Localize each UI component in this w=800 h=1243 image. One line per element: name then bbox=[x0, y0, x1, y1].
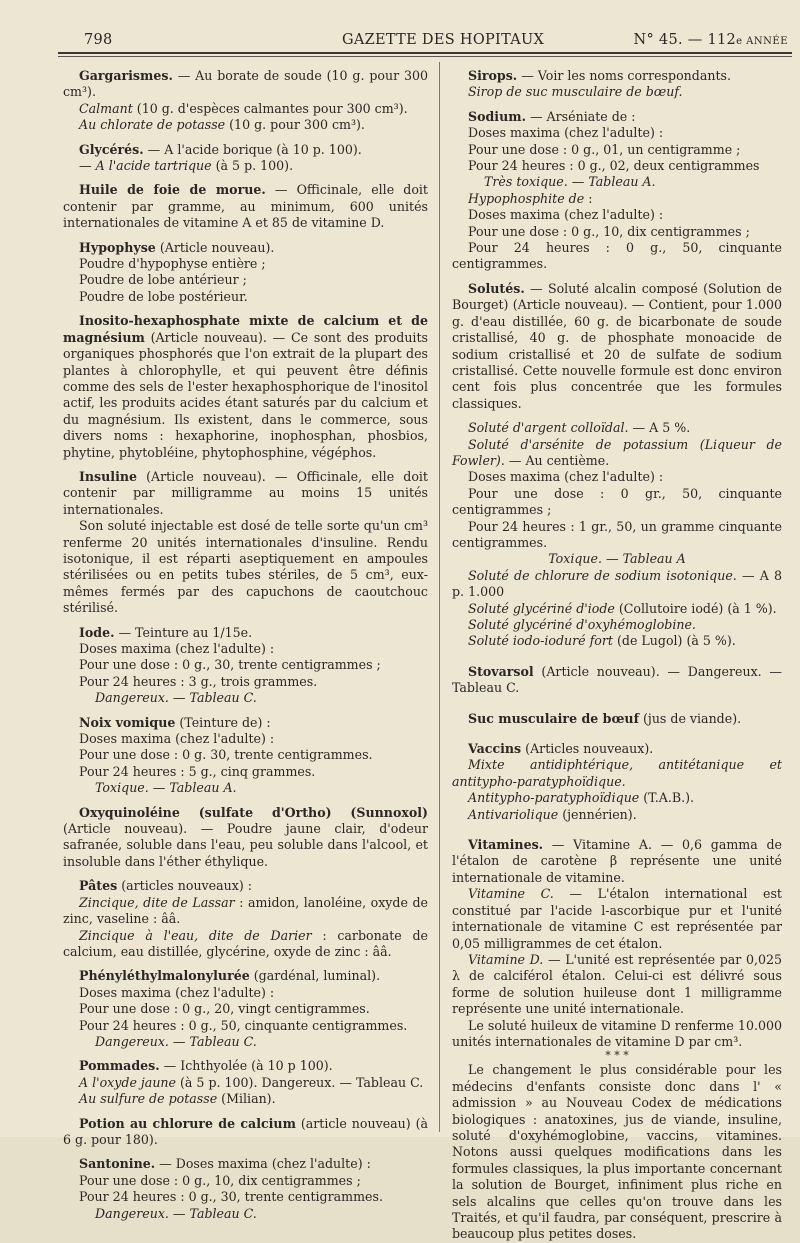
entry-line: Doses maxima (chez l'adulte) : bbox=[79, 984, 275, 1000]
entry-line: Pour une dose : 0 g., 01, un centigramme ; bbox=[468, 141, 741, 157]
entry-hypophosphite: Hypophosphite de : bbox=[468, 190, 593, 206]
entry-pommades: Pommades. — Ichthyolée (à 10 p 100). bbox=[79, 1058, 333, 1074]
entry-sirop-suc: Sirop de suc musculaire de bœuf. bbox=[468, 84, 683, 100]
entry-huile-foie-morue: Huile de foie de morue. — Officinale, elle doit contenir par gramme, au minimum, 600 unités internationales de vitamine A et 85 de vitamine D. bbox=[63, 182, 428, 231]
entry-pates-darier: Zincique à l'eau, dite de Darier : carbonate de calcium, eau distillée, glycérine, oxyde de zinc : ââ. bbox=[63, 927, 428, 959]
entry-iode: Iode. — Teinture au 1/15e. bbox=[79, 624, 253, 640]
entry-vaccin-mixte: Mixte antidiphtérique, antitétanique et antitypho-paratyphoïdique. bbox=[452, 757, 782, 789]
entry-line: Pour 24 heures : 5 g., cinq grammes. bbox=[79, 763, 316, 779]
closing-paragraph: Le changement le plus considérable pour les médecins d'enfants consiste donc dans l' « admission » au Nouveau Codex de médications biologiques : anatoxines, jus de viande, insuline, soluté d'oxyhémoglobine, vaccins, vitamines. Notons aussi quelques modifications dans les formules classiques, la plus importante concernant la solution de Bourget, infiniment plus riche en sels alcalins que celles qu'on trouve dans les Traités, et qu'il faudra, par conséquent, prescrire à beaucoup plus petites doses. bbox=[452, 1062, 782, 1242]
entry-line: Pour 24 heures : 3 g., trois grammes. bbox=[79, 673, 318, 689]
entry-line: Doses maxima (chez l'adulte) : bbox=[468, 207, 664, 223]
entry-line: Poudre de lobe antérieur ; bbox=[79, 272, 247, 288]
entry-line: Doses maxima (chez l'adulte) : bbox=[79, 641, 275, 656]
entry-gargarismes: Gargarismes. — Au borate de soude (10 g. pour 300 cm³). bbox=[63, 68, 428, 100]
entry-santonine: Santonine. — Doses maxima (chez l'adulte) : bbox=[79, 1156, 371, 1172]
entry-sirops: Sirops. — Voir les noms correspondants. bbox=[468, 68, 731, 83]
entry-suc-musculaire: Suc musculaire de bœuf (jus de viande). bbox=[468, 710, 742, 726]
entry-gargarismes-calmant: Calmant (10 g. d'espèces calmantes pour 300 cm³). bbox=[79, 100, 408, 116]
header-rule-thin bbox=[58, 56, 792, 57]
entry-insuline-solute: Son soluté injectable est dosé de telle sorte qu'un cm³ renferme 20 unités internationales d'insuline. Rendu isotonique, il est réparti aseptiquement en ampoules stérilisées ou en petits tubes stériles, de 5 cm³, eux-mêmes fermés par des capuchons de caoutchouc stérilisé. bbox=[63, 518, 428, 616]
entry-line: Pour 24 heures : 0 g., 30, trente centigrammes. bbox=[79, 1189, 383, 1205]
entry-line: Pour 24 heures : 0 g., 02, deux centigrammes bbox=[468, 158, 760, 174]
right-column bbox=[452, 68, 782, 1243]
left-column bbox=[63, 68, 428, 1222]
entry-line: Doses maxima (chez l'adulte) : bbox=[468, 469, 664, 485]
entry-pommades-sulfure: Au sulfure de potasse (Milian). bbox=[79, 1091, 276, 1107]
header-rule bbox=[58, 52, 792, 54]
entry-solute-iode: Soluté glycériné d'iode (Collutoire iodé) (à 1 %). bbox=[468, 600, 777, 616]
entry-inosito-hexaphosphate: Inosito-hexaphosphate mixte de calcium et de magnésium (Article nouveau). — Ce sont des produits organiques phosphorés que l'on extrait de la plupart des plantes à chlorophylle, et qui peuvent être définis comme des sels de l'ester hexaphosphorique de l'inositol actif, les produits acides étant saturés par du calcium et du magnésium. Ils existent, dans le commerce, sous divers noms : hexaphorine, inophosphan, phosbios, phytine, phytobléine, phytophosphine, végéphos. bbox=[63, 313, 428, 460]
entry-classification: Dangereux. — Tableau C. bbox=[95, 1033, 257, 1049]
entry-stovarsol: Stovarsol (Article nouveau). — Dangereux. — Tableau C. bbox=[452, 663, 782, 696]
entry-line: Pour une dose : 0 g., 10, dix centigrammes ; bbox=[468, 223, 750, 239]
entry-line: Pour une dose : 0 g., 30, trente centigrammes ; bbox=[79, 657, 381, 673]
entry-sodium: Sodium. — Arséniate de : bbox=[468, 108, 636, 124]
entry-pates: Pâtes (articles nouveaux) : bbox=[79, 878, 253, 894]
page-header bbox=[84, 32, 788, 52]
entry-solute-oxyhemoglobine: Soluté glycériné d'oxyhémoglobine. bbox=[468, 617, 696, 632]
entry-classification: Dangereux. — Tableau C. bbox=[95, 690, 257, 706]
entry-vitamine-d-solute: Le soluté huileux de vitamine D renferme 10.000 unités internationales de vitamine D par cm³. bbox=[452, 1017, 782, 1049]
issue-suffix: e ANNÉE bbox=[736, 36, 788, 47]
entry-solutes: Solutés. — Soluté alcalin composé (Solution de Bourget) (Article nouveau). — Contient, pour 1.000 g. d'eau distillée, 60 g. de bicarbonate de soude cristallisé, 40 g. de phosphate monoacide de sodium cristallisé et 20 de sulfate de sodium cristallisé. Cette nouvelle formule est donc environ cent fois plus concentrée que les formules classiques. bbox=[452, 280, 782, 411]
entry-line: Pour une dose : 0 g., 10, dix centigrammes ; bbox=[79, 1172, 361, 1188]
entry-vaccin-tab: Antitypho-paratyphoïdique (T.A.B.). bbox=[468, 790, 695, 806]
column-divider bbox=[439, 62, 440, 1132]
entry-glyceres: Glycérés. — A l'acide borique (à 10 p. 100). bbox=[79, 141, 362, 157]
entry-line: Doses maxima (chez l'adulte) : bbox=[468, 125, 664, 141]
entry-classification: Dangereux. — Tableau C. bbox=[95, 1205, 257, 1221]
entry-solute-lugol: Soluté iodo-ioduré fort (de Lugol) (à 5 %). bbox=[468, 633, 736, 649]
entry-vaccins: Vaccins (Articles nouveaux). bbox=[468, 741, 654, 757]
entry-line: Poudre d'hypophyse entière ; bbox=[79, 256, 266, 272]
entry-classification: Toxique. — Tableau A bbox=[548, 551, 686, 567]
entry-solute-chlorure: Soluté de chlorure de sodium isotonique. — A 8 p. 1.000 bbox=[452, 567, 782, 600]
entry-vaccin-antivariolique: Antivariolique (jennérien). bbox=[468, 806, 637, 822]
entry-line: Pour une dose : 0 g., 20, vingt centigrammes. bbox=[79, 1001, 370, 1017]
entry-classification: Toxique. — Tableau A. bbox=[95, 780, 237, 796]
entry-pommades-oxyde: A l'oxyde jaune (à 5 p. 100). Dangereux. — Tableau C. bbox=[79, 1074, 424, 1090]
page-number: 798 bbox=[84, 32, 113, 48]
entry-line: Pour une dose : 0 g. 30, trente centigrammes. bbox=[79, 747, 373, 763]
entry-line: Pour 24 heures : 0 g., 50, cinquante centigrammes. bbox=[452, 240, 782, 272]
entry-solute-arsenite: Soluté d'arsénite de potassium (Liqueur de Fowler). — Au centième. bbox=[452, 436, 782, 468]
journal-title: GAZETTE DES HOPITAUX bbox=[342, 32, 545, 48]
entry-line: Doses maxima (chez l'adulte) : bbox=[79, 731, 275, 747]
issue-text: N° 45. — 112 bbox=[633, 32, 737, 48]
issue-number bbox=[633, 32, 788, 48]
entry-glyceres-tartrique: — A l'acide tartrique (à 5 p. 100). bbox=[79, 158, 294, 174]
entry-line: Pour 24 heures : 1 gr., 50, un gramme cinquante centigrammes. bbox=[452, 518, 782, 550]
entry-phenylethylmalonyluree: Phényléthylmalonylurée (gardénal, luminal). bbox=[79, 968, 381, 984]
entry-oxyquinoleine: Oxyquinoléine (sulfate d'Ortho) (Sunnoxol) (Article nouveau). — Poudre jaune clair, d'odeur safranée, soluble dans l'eau, peu soluble dans l'alcool, et insoluble dans l'éther éthylique. bbox=[63, 804, 428, 869]
entry-insuline: Insuline (Article nouveau). — Officinale, elle doit contenir par milligramme au moins 15 unités internationales. bbox=[63, 468, 428, 517]
entry-solute-argent: Soluté d'argent colloïdal. — A 5 %. bbox=[468, 420, 691, 436]
entry-pates-lassar: Zincique, dite de Lassar : amidon, lanoléine, oxyde de zinc, vaseline : ââ. bbox=[63, 894, 428, 927]
entry-gargarismes-chlorate: Au chlorate de potasse (10 g. pour 300 cm³). bbox=[79, 117, 365, 133]
entry-line: Pour 24 heures : 0 g., 50, cinquante centigrammes. bbox=[79, 1017, 408, 1033]
section-separator: * * * bbox=[605, 1049, 629, 1063]
entry-line: Pour une dose : 0 gr., 50, cinquante centigrammes ; bbox=[452, 485, 782, 518]
entry-noix-vomique: Noix vomique (Teinture de) : bbox=[79, 714, 271, 730]
entry-potion: Potion au chlorure de calcium (article nouveau) (à 6 g. pour 180). bbox=[63, 1115, 428, 1147]
entry-hypophyse: Hypophyse (Article nouveau). bbox=[79, 239, 275, 255]
entry-line: Poudre de lobe postérieur. bbox=[79, 288, 248, 304]
entry-classification: Très toxique. — Tableau A. bbox=[484, 174, 656, 190]
entry-vitamine-d: Vitamine D. — L'unité est représentée par 0,025 λ de calciférol étalon. Celui-ci est délivré sous forme de solution huileuse dont 1 milligramme représente une unité internationale. bbox=[452, 951, 782, 1017]
entry-vitamine-c: Vitamine C. — L'étalon international est constitué par l'acide l-ascorbique pur et l'unité internationale de vitamine C est représentée par 0,05 milligrammes de cet étalon. bbox=[452, 886, 782, 951]
entry-vitamines: Vitamines. — Vitamine A. — 0,6 gamma de l'étalon de carotène β représente une unité internationale de vitamine. bbox=[452, 837, 782, 885]
